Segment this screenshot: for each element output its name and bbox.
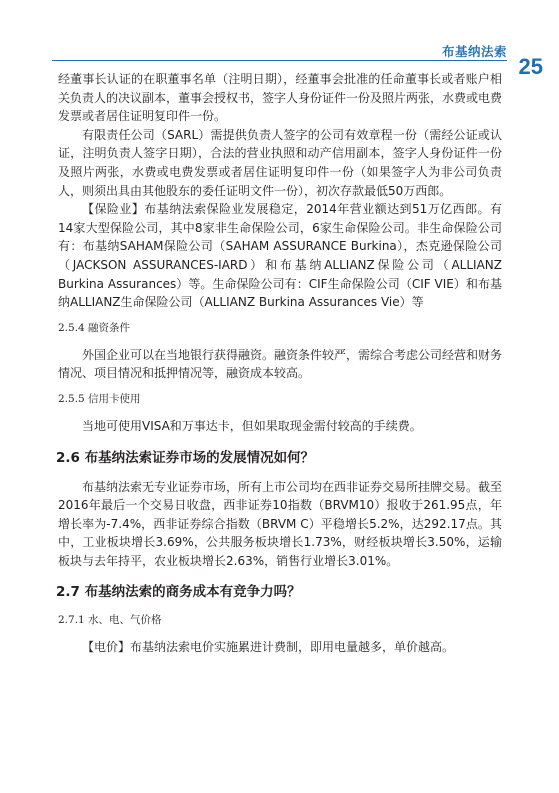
subsection-heading-utilities: 2.7.1 水、电、气价格 — [58, 614, 162, 627]
paragraph-sarl-requirements: 有限责任公司（SARL）需提供负责人签字的公司有效章程一份（需经公证或认证，注明负责人签字日期），合法的营业执照和动产信用副本，签字人身份证件一份及照片两张，水费或电费发票或者居住证明复印件一份（如果签字人为非公司负责人，则须出具由其他股东的委任证明文件一份），初次存款最低50万西郎。 — [58, 127, 502, 198]
section-heading-securities: 2.6 布基纳法索证券市场的发展情况如何？ — [56, 449, 315, 466]
header-rule — [52, 60, 507, 61]
section-heading-business-cost: 2.7 布基纳法索的商务成本有竞争力吗？ — [56, 584, 301, 601]
header-title: 布基纳法索 — [441, 44, 507, 59]
paragraph-electricity: 【电价】布基纳法索电价实施累进计费制，即用电量越多，单价越高。 — [82, 640, 455, 655]
page-body — [58, 70, 502, 657]
paragraph-securities: 布基纳法索无专业证券市场，所有上市公司均在西非证券交易所挂牌交易。截至2016年最后一个交易日收盘，西非证券10指数（BRVM10）报收于261.95点，年增长率为-7.4%，西非证券综合指数（BRVM C）平稳增长5.2%，达292.17点。其中，工业板块增长3.69%，公共服务板块增长1.73%，财经板块增长3.50%，运输板块与去年持平，农业板块增长2.63%，销售行业增长3.01%。 — [58, 479, 503, 568]
paragraph-board-documents: 经董事长认证的在职董事名单（注明日期），经董事会批准的任命董事长或者账户相关负责人的决议副本，董事会授权书，签字人身份证件一份及照片两张，水费或电费发票或者居住证明复印件一份。 — [58, 72, 503, 124]
paragraph-credit-card: 当地可使用VISA和万事达卡，但如果取现金需付较高的手续费。 — [82, 418, 422, 433]
subsection-heading-credit-card: 2.5.5 信用卡使用 — [58, 392, 141, 405]
paragraph-insurance: 【保险业】布基纳法索保险业发展稳定，2014年营业额达到51万亿西郎。有14家大型保险公司，其中8家非生命保险公司，6家生命保险公司。非生命保险公司有：布基纳SAHAM保险公司（SAHAM ASSURANCE Burkina），杰克逊保险公司（JACKSON ASSURANCES-IARD）和布基纳ALLIANZ保险公司（ALLIANZ Burkina Assurances）等。生命保险公司有：CIF生命保险公司（CIF VIE）和布基纳ALLIANZ生命保险公司（ALLIANZ Burkina Assurances Vie）等 — [58, 202, 502, 310]
paragraph-financing: 外国企业可以在当地银行获得融资。融资条件较严，需综合考虑公司经营和财务情况、项目情况和抵押情况等，融资成本较高。 — [58, 347, 503, 381]
subsection-heading-financing: 2.5.4 融资条件 — [58, 321, 131, 334]
page-number: 25 — [518, 54, 543, 79]
